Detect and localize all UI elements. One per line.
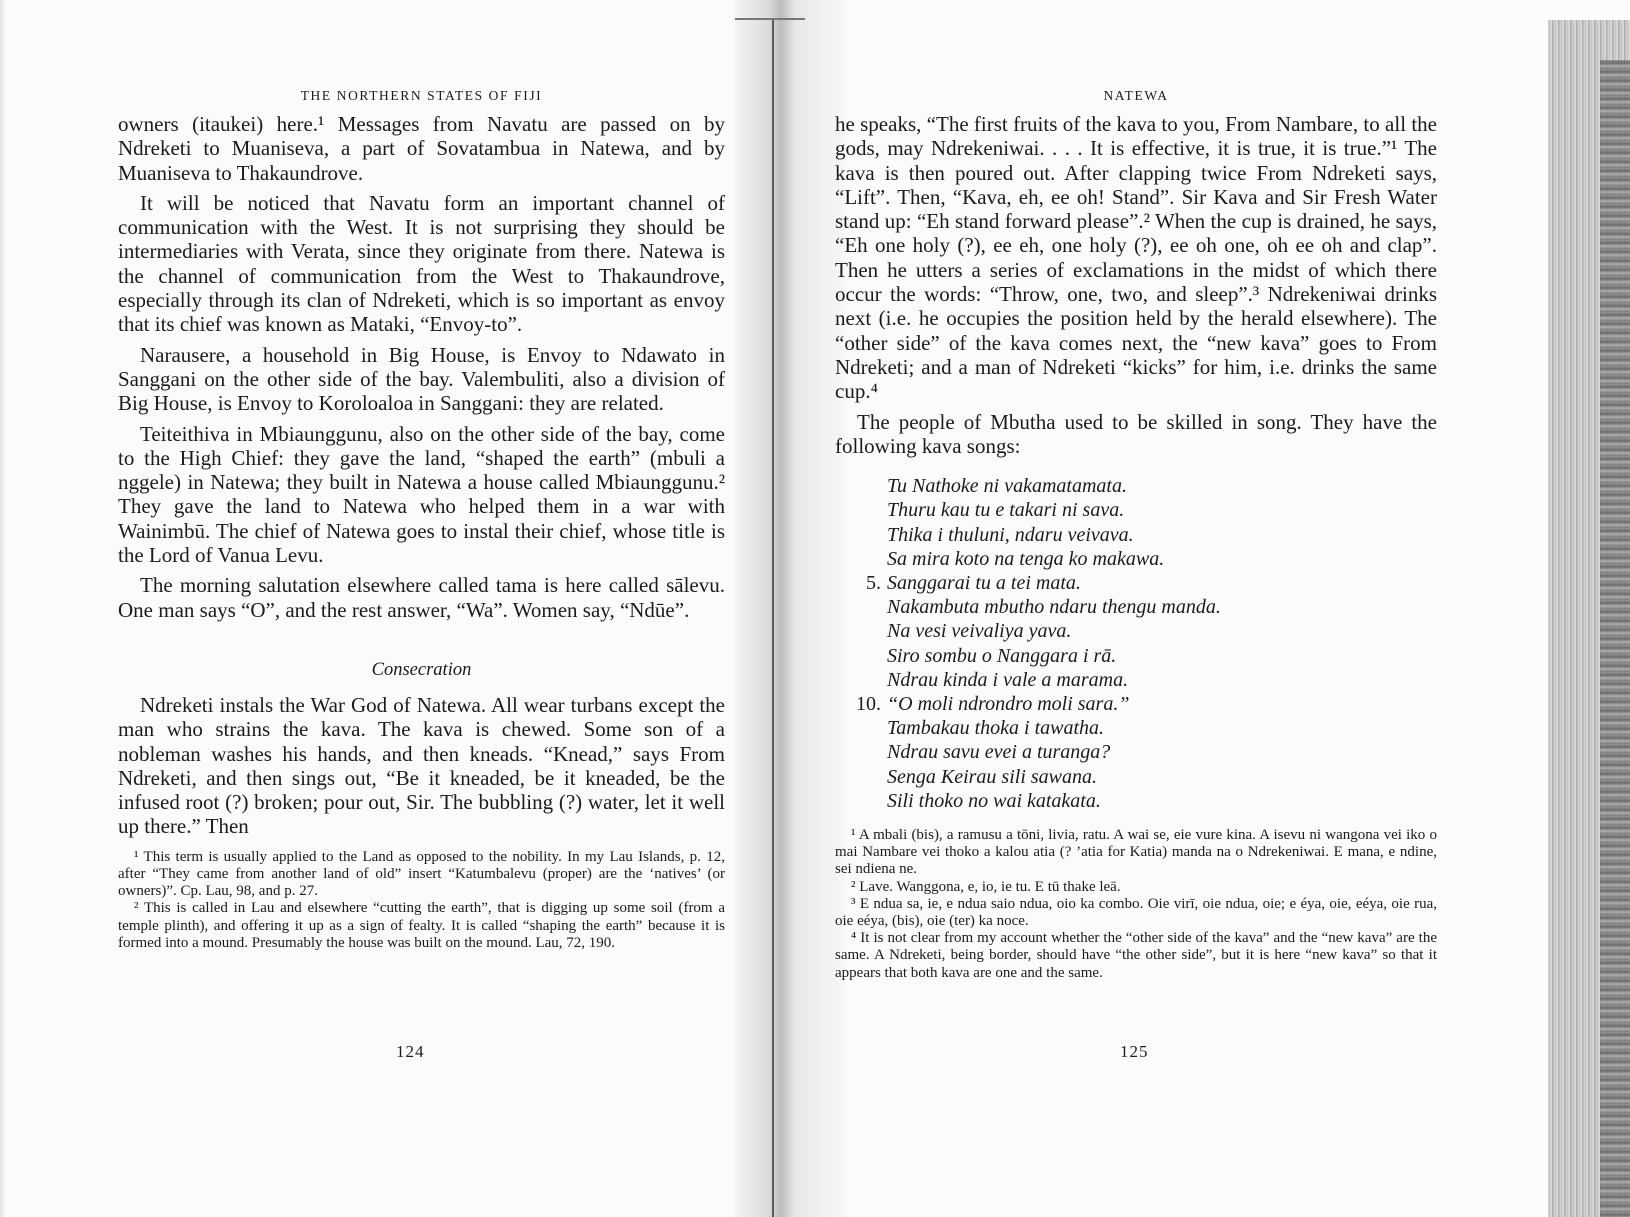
right-body [835, 112, 1437, 458]
line-text: Sa mira koto na tenga ko makawa. [887, 547, 1165, 570]
right-running-head: NATEWA [1103, 88, 1169, 103]
gutter-top-edge [735, 18, 805, 20]
footnote: ² Lave. Wanggona, e, io, ie tu. E tū thake leā. [851, 878, 1121, 895]
left-body [118, 112, 725, 839]
line-text: Siro sombu o Nanggara i rā. [887, 644, 1117, 667]
line-number: 10. [856, 692, 881, 715]
footnote: ¹ This term is usually applied to the Land as opposed to the nobility. In my Lau Islands, p. 12, after “They came from another land of old” insert “Katumbalevu (proper) are the ‘natives’ (or owners)”. Cp. Lau, 98, and p. 27. [118, 848, 725, 900]
paragraph: The people of Mbutha used to be skilled in song. They have the following kava songs: [835, 409, 1437, 458]
song-line [835, 498, 1437, 522]
right-page-number: 125 [1120, 1042, 1149, 1061]
footnote: ³ E ndua sa, ie, e ndua saio ndua, oio ka combo. Oie virī, oie ndua, oie; e éya, oie, eéya, oie rua, oie eéya, (bis), oie (ter) ka noce. [835, 895, 1437, 930]
left-running-head: THE NORTHERN STATES OF FIJI [300, 88, 543, 103]
line-text: Tambakau thoka i tawatha. [887, 717, 1105, 740]
line-text: “O moli ndrondro moli sara.” [887, 692, 1130, 715]
song-line [835, 571, 1437, 595]
left-page [118, 88, 725, 952]
line-text: Tu Nathoke ni vakamatamata. [887, 475, 1127, 498]
song-line [835, 523, 1437, 547]
line-text: Ndrau kinda i vale a marama. [887, 668, 1129, 691]
paragraph: he speaks, “The first fruits of the kava to you, From Nambare, to all the gods, may Ndrekeniwai. . . . It is effective, it is true, it is true.”¹ The kava is then poured out. After clapping twice From Ndreketi says, “Lift”. Then, “Kava, eh, ee oh! Stand”. Sir Kava and Sir Fresh Water stand up: “Eh stand forward please”.² When the cup is drained, he says, “Eh one holy (?), ee eh, one holy (?), ee oh one, oh ee oh and clap”. Then he utters a series of exclamations in the midst of which there occur the words: “Throw, one, two, and sleep”.³ Ndrekeniwai drinks next (i.e. he occupies the position held by the herald elsewhere). The “other side” of the kava comes next, the “new kava” goes to From Ndreketi; and a man of Ndreketi “kicks” for him, i.e. drinks the same cup.⁴ [835, 112, 1437, 404]
right-page [835, 88, 1437, 982]
line-text: Sanggarai tu a tei mata. [887, 571, 1081, 594]
song-line [835, 619, 1437, 643]
song-line [835, 644, 1437, 668]
gutter-fold-line [772, 20, 774, 1217]
footnote: ¹ A mbali (bis), a ramusu a tōni, livia, ratu. A wai se, eie vure kina. A isevu ni wangona vei iko o mai Nambare vei thoko a kalou atia (? ’atia for Katia) manda na o Ndrekeniwai. E mana, e ndine, sei ndiena ne. [835, 827, 1437, 878]
song-line [835, 547, 1437, 571]
footnote: ⁴ It is not clear from my account whether the “other side of the kava” and the “new kava” are the same. A Ndreketi, being border, should have “the other side”, but it is here “new kava” so that it appears that both kava are one and the same. [835, 930, 1437, 981]
line-text: Na vesi veivaliya yava. [887, 620, 1072, 643]
line-text: Senga Keirau sili sawana. [887, 765, 1098, 788]
song-line [835, 692, 1437, 716]
book-gutter [735, 0, 845, 1217]
song-line [835, 474, 1437, 498]
paragraph: Teiteithiva in Mbiaunggunu, also on the other side of the bay, come to the High Chief: they gave the land, “shaped the earth” (mbuli a nggele) in Natewa; they built in Natewa a house called Mbiaunggunu.² They gave the land to Natewa who helped them in a war with Wainimbū. The chief of Natewa goes to instal their chief, whose title is the Lord of Vanua Levu. [118, 421, 725, 568]
paragraph: The morning salutation elsewhere called tama is here called sālevu. One man says “O”, and the rest answer, “Wa”. Women say, “Ndūe”. [118, 573, 725, 622]
line-text: Ndrau savu evei a turanga? [887, 741, 1111, 764]
kava-song [835, 474, 1437, 813]
paragraph: owners (itaukei) here.¹ Messages from Navatu are passed on by Ndreketi to Muaniseva, a part of Sovatambua in Natewa, and by Muaniseva to Thakaundrove. [118, 112, 725, 185]
paragraph: Ndreketi instals the War God of Natewa. All wear turbans except the man who strains the kava. The kava is chewed. Some son of a nobleman washes his hands, and then kneads. “Knead,” says From Ndreketi, and then sings out, “Be it kneaded, be it kneaded, be the infused root (?) broken; pour out, Sir. The bubbling (?) water, let it well up there.” Then [118, 692, 725, 839]
song-line [835, 789, 1437, 813]
section-heading: Consecration [371, 659, 472, 680]
paragraph: It will be noticed that Navatu form an important channel of communication with the West. It is not surprising they should be intermediaries with Verata, since they originate from there. Natewa is the channel of communication from the West to Thakaundrove, especially through its clan of Ndreketi, which is so important as envoy that its chief was known as Mataki, “Envoy-to”. [118, 190, 725, 337]
paragraph: Narausere, a household in Big House, is Envoy to Ndawato in Sanggani on the other side of the bay. Valembuliti, also a division of Big House, is Envoy to Koroloaloa in Sanggani: they are related. [118, 342, 725, 416]
left-page-number: 124 [396, 1042, 425, 1061]
line-number: 5. [866, 571, 881, 594]
line-text: Nakambuta mbutho ndaru thengu manda. [887, 596, 1221, 619]
song-line [835, 668, 1437, 692]
song-line [835, 740, 1437, 764]
song-line [835, 716, 1437, 740]
line-text: Thuru kau tu e takari ni sava. [887, 499, 1125, 522]
left-footnotes [118, 849, 725, 952]
song-line [835, 595, 1437, 619]
page-edges-shadow [1600, 60, 1630, 1217]
song-line [835, 765, 1437, 789]
footnote: ² This is called in Lau and elsewhere “cutting the earth”, that is digging up some soil (from a temple plinth), and offering it up as a sign of fealty. It is called “shaping the earth” because it is formed into a mound. Presumably the house was built on the mound. Lau, 72, 190. [118, 900, 725, 951]
right-footnotes [835, 827, 1437, 982]
line-text: Sili thoko no wai katakata. [887, 789, 1101, 812]
line-text: Thika i thuluni, ndaru veivava. [887, 523, 1134, 546]
page-edge-left [0, 0, 6, 1217]
